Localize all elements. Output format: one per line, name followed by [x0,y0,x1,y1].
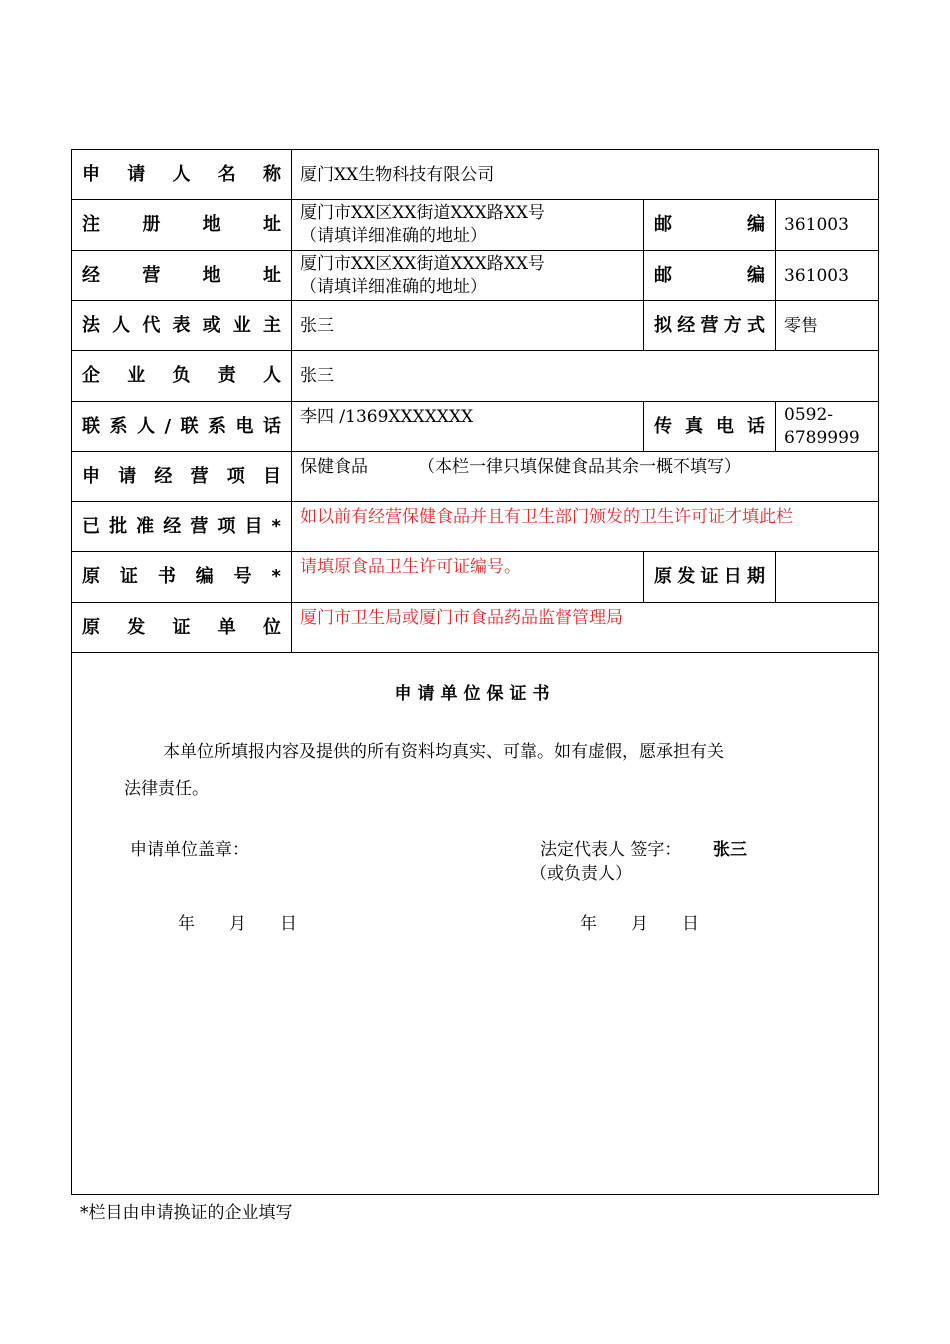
label-char: 原 [654,566,672,587]
value-original-cert-no[interactable]: 请填原食品卫生许可证编号。 [300,557,521,577]
registered-address-line: 厦门市XX区XX街道XXX路XX号 [300,203,545,223]
label-char: 或 [202,314,221,336]
label-char: / [164,415,172,437]
label-char: 人 [112,314,131,336]
label-char: 真 [685,415,703,437]
label-char: 人 [136,415,155,437]
label-approved-items [72,502,291,551]
value-original-issuer[interactable]: 厦门市卫生局或厦门市食品药品监督管理局 [300,608,623,628]
seal-label: 申请单位盖章： [130,840,249,860]
label-char: 批 [109,515,128,537]
guarantee-title: 申请单位保证书 [394,684,556,704]
label-char: 称 [263,163,281,185]
label-char: 表 [172,314,191,336]
label-fax [644,402,775,451]
label-char: 代 [142,314,161,336]
label-char: 目 [262,465,281,487]
label-business-mode [644,301,775,350]
label-applicant-name [72,150,291,199]
fax-area-code: 0592- [784,405,834,425]
label-char: 日 [723,566,742,587]
label-char: 主 [262,314,281,336]
label-char: 拟 [654,314,672,336]
rep-signature[interactable]: 张三 [713,840,747,860]
label-char: 责 [217,365,236,386]
label-char: 准 [136,515,155,537]
guarantee-body-line2: 法律责任。 [124,779,209,799]
label-char: 请 [118,465,137,487]
label-original-cert-no [72,552,291,602]
label-char: 电 [716,415,734,437]
label-char: 已 [82,515,100,537]
value-apply-items[interactable] [292,452,878,501]
label-char: 联 [180,415,199,437]
label-char: 企 [82,365,100,386]
apply-items-value: 保健食品 [300,457,368,477]
label-legal-rep [72,301,291,350]
label-char: 址 [262,264,281,286]
label-char: 名 [217,163,236,185]
label-char: 址 [262,214,281,235]
label-char: 编 [747,264,765,286]
label-char: 证 [700,566,719,587]
label-char: 营 [190,515,209,537]
label-char: 话 [262,415,281,437]
label-char: 目 [244,515,263,537]
label-char: 原 [82,566,100,587]
label-postcode-2 [644,251,775,300]
label-char: 单 [217,616,236,638]
label-postcode-1 [644,200,775,250]
label-apply-items [72,452,291,501]
value-applicant-name[interactable]: 厦门XX生物科技有限公司 [300,164,495,185]
label-char: * [271,566,281,587]
label-char: 证 [172,616,191,638]
label-char: 方 [723,314,742,336]
registered-address-hint: （请填详细准确的地址） [300,226,487,246]
label-char: 位 [263,616,281,638]
label-char: 法 [82,314,100,336]
label-char: 负 [172,365,191,386]
value-original-issue-date[interactable] [776,552,878,602]
label-original-issue-date [644,552,775,602]
label-char: 发 [127,616,146,638]
label-char: 期 [747,566,765,587]
label-contact [72,402,291,451]
label-char: 业 [127,365,146,386]
label-char: 证 [119,566,138,587]
label-char: 经 [154,465,173,487]
value-postcode-2[interactable]: 361003 [784,265,849,286]
value-contact[interactable]: 李四 /1369XXXXXXX [300,407,474,427]
fax-number: 6789999 [784,428,860,448]
label-char: 项 [226,465,245,487]
label-char: 话 [747,415,765,437]
value-postcode-1[interactable]: 361003 [784,215,849,235]
value-business-mode[interactable]: 零售 [784,315,818,336]
label-char: 经 [82,264,100,286]
footnote: *栏目由申请换证的企业填写 [80,1203,293,1223]
label-char: 业 [232,314,251,336]
label-char: 邮 [654,264,672,286]
business-address-line: 厦门市XX区XX街道XXX路XX号 [300,254,545,274]
label-char: 号 [233,566,252,587]
label-char: 经 [163,515,182,537]
value-legal-rep[interactable]: 张三 [300,315,334,336]
guarantee-body-line1: 本单位所填报内容及提供的所有资料均真实、可靠。如有虚假，愿承担有关 [163,742,724,762]
date-left[interactable]: 年 月 日 [178,914,297,934]
label-char: 邮 [654,214,672,235]
date-right[interactable]: 年 月 日 [580,914,699,934]
label-char: 发 [677,566,696,587]
value-approved-items[interactable]: 如以前有经营保健食品并且有卫生部门颁发的卫生许可证才填此栏 [300,507,793,527]
business-address-hint: （请填详细准确的地址） [300,277,487,297]
label-char: 营 [190,465,209,487]
label-char: 系 [208,415,226,437]
label-char: 原 [82,616,100,638]
label-registered-address [72,200,291,250]
label-char: 书 [157,566,176,587]
label-char: * [271,515,281,537]
label-char: 申 [82,465,100,487]
label-char: 册 [142,214,161,235]
label-char: 地 [202,264,221,286]
label-char: 经 [677,314,696,336]
label-char: 系 [109,415,128,437]
label-enterprise-head [72,351,291,401]
label-char: 注 [82,214,100,235]
label-char: 地 [202,214,221,235]
label-char: 人 [172,163,191,185]
label-char: 人 [263,365,281,386]
rep-label: 法定代表人 签字： [540,840,682,860]
label-char: 联 [82,415,100,437]
label-char: 式 [747,314,765,336]
label-original-issuer [72,603,291,652]
label-char: 编 [747,214,765,235]
label-char: 请 [127,163,146,185]
label-char: 申 [82,163,100,185]
application-form [71,149,879,1195]
apply-items-note: （本栏一律只填保健食品其余一概不填写） [418,457,741,477]
rep-alt-label: （或负责人） [530,864,632,884]
value-registered-address[interactable] [292,200,643,250]
label-char: 项 [217,515,236,537]
value-business-address[interactable] [292,251,643,300]
value-fax[interactable] [776,402,878,451]
label-char: 传 [654,415,672,437]
value-enterprise-head[interactable]: 张三 [300,366,334,386]
label-char: 电 [235,415,254,437]
label-char: 编 [195,566,214,587]
label-business-address [72,251,291,300]
label-char: 营 [142,264,161,286]
label-char: 营 [700,314,719,336]
